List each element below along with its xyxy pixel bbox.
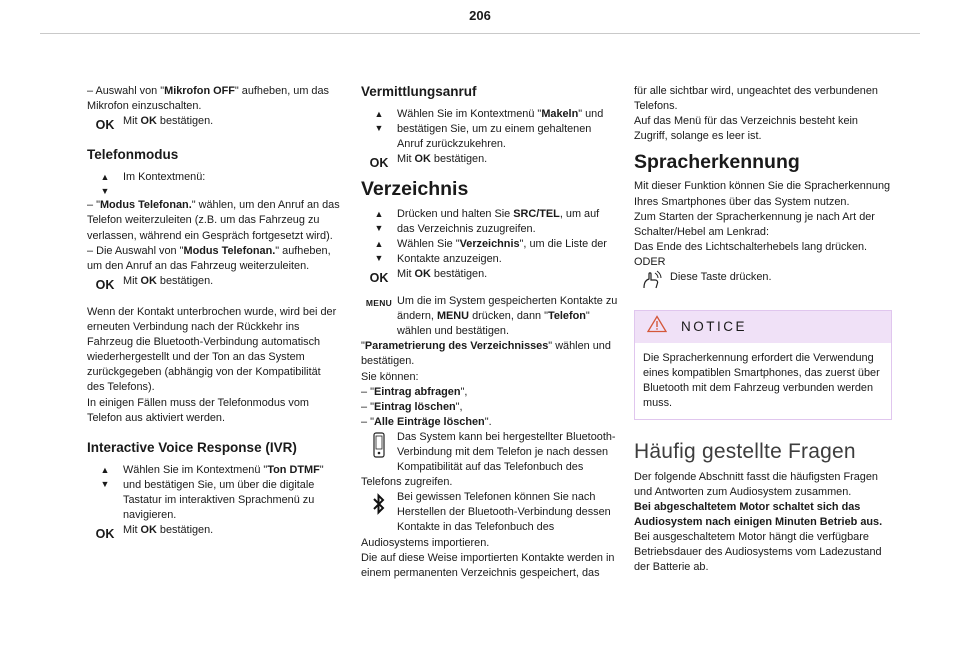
ivr-row: ▲ ▼ Wählen Sie im Kontextmenü "Ton DTMF" und bestätigen Sie, um über die digitale Tastatur im interaktiven Sprachmenü zu navigieren. xyxy=(87,463,341,523)
reconnect-paragraph: Wenn der Kontakt unterbrochen wurde, wird bei der erneuten Verbindung nach der Rückkehr ins Fahrzeug die Bluetooth-Verbindung automatisch wiederhergestellt und der Ton an das System zurückgegeben (abhängig von der Kompatibilität des Telefons). xyxy=(87,305,337,394)
page-number: 206 xyxy=(469,8,491,23)
column-3 xyxy=(634,84,892,575)
faq-paragraph-2: Bei ausgeschaltetem Motor hängt die verfügbare Betriebsdauer des Audiosystems vom Ladezustand der Batterie ab. xyxy=(634,530,882,574)
continuation-paragraph: für alle sichtbar wird, ungeachtet des verbundenen Telefons. xyxy=(634,85,878,113)
ok-icon: OK xyxy=(95,118,115,133)
ok-confirm-row: OK Mit OK bestätigen. xyxy=(95,524,214,542)
notice-text: Die Spracherkennung erfordert die Verwendung eines kompatiblen Smartphones, das zuerst über Bluetooth mit dem Fahrzeug verbunden werden muss. xyxy=(643,352,880,410)
oder-label: ODER xyxy=(634,255,666,268)
up-down-arrows-icon: ▲ ▼ xyxy=(100,464,110,489)
some-cases-paragraph: In einigen Fällen muss der Telefonmodus vom Telefon aus aktiviert werden. xyxy=(87,396,309,424)
verzeichnis-heading: Verzeichnis xyxy=(361,178,469,201)
notice-title: NOTICE xyxy=(681,319,748,335)
ok-icon: OK xyxy=(369,156,389,171)
up-down-arrows-icon: ▲ ▼ xyxy=(374,109,384,134)
header-divider xyxy=(40,33,920,34)
ok-icon: OK xyxy=(95,527,115,542)
notice-box xyxy=(634,310,892,420)
ok-icon: OK xyxy=(95,277,115,292)
vermittlung-row: ▲ ▼ Wählen Sie im Kontextmenü "Makeln" und bestätigen Sie, um zu einem gehaltenen Anruf zurückzukehren. xyxy=(361,107,619,152)
up-down-arrows-icon: ▲ ▼ xyxy=(100,172,110,197)
telefonmodus-item-1: – "Modus Telefonan." wählen, um den Anruf an das Telefon weiterzuleiten (z.B. um das Fahrzeug zu verlassen, während ein Gespräch fortgesetzt wird). xyxy=(87,199,340,242)
phone-note: Das System kann bei hergestellter Bluetooth-Verbindung mit dem Telefon je nach dessen Kompatibilität auf das Telefonbuch des Telefons zugreifen. xyxy=(361,430,616,489)
no-access-paragraph: Auf das Menü für das Verzeichnis besteht kein Zugriff, solange es leer ist. xyxy=(634,115,858,143)
sprach-paragraph-3: Das Ende des Lichtschalterhebels lang drücken. xyxy=(634,240,868,253)
ivr-heading: Interactive Voice Response (IVR) xyxy=(87,439,297,455)
press-key-row: Diese Taste drücken. xyxy=(634,270,892,290)
ok-confirm-row: OK Mit OK bestätigen. xyxy=(369,267,488,285)
ok-confirm-row: OK Mit OK bestätigen. xyxy=(369,153,488,171)
faq-paragraph-1: Der folgende Abschnitt fasst die häufigsten Fragen und Antworten zum Audiosystem zusammen. xyxy=(634,470,878,498)
press-src-row: ▲ ▼ Drücken und halten Sie SRC/TEL, um auf das Verzeichnis zuzugreifen. xyxy=(361,207,619,237)
notice-header xyxy=(635,311,891,343)
up-down-arrows-icon: ▲ ▼ xyxy=(374,208,384,233)
select-verzeichnis-row: ▲ ▼ Wählen Sie "Verzeichnis", um die Liste der Kontakte anzuzeigen. xyxy=(361,237,619,267)
option-eintrag-abfragen: – "Eintrag abfragen", xyxy=(361,385,468,398)
spracherkennung-heading: Spracherkennung xyxy=(634,151,800,174)
sprach-paragraph-2: Zum Starten der Spracherkennung je nach Art der Schalter/Hebel am Lenkrad: xyxy=(634,210,875,238)
ok-icon: OK xyxy=(369,270,389,285)
column-1 xyxy=(87,84,341,542)
sie-koennen: Sie können: xyxy=(361,370,419,383)
bluetooth-icon xyxy=(361,490,397,522)
voice-hand-icon xyxy=(634,270,670,290)
up-down-arrows-icon: ▲ ▼ xyxy=(374,238,384,263)
column-2 xyxy=(361,84,619,581)
sprach-paragraph-1: Mit dieser Funktion können Sie die Spracherkennung Ihres Smartphones über das System nutzen. xyxy=(634,180,891,208)
import-note: Die auf diese Weise importierten Kontakte werden in einem permanenten Verzeichnis gespeichert, das xyxy=(361,551,615,579)
menu-icon: MENU xyxy=(365,298,393,309)
faq-heading: Häufig gestellte Fragen xyxy=(634,440,856,464)
ok-confirm-row: OK Mit OK bestätigen. xyxy=(95,115,214,133)
mic-off-paragraph: – Auswahl von "Mikrofon OFF" aufheben, um das Mikrofon einzuschalten. xyxy=(87,85,329,113)
menu-row: MENU Um die im System gespeicherten Kontakte zu ändern, MENU drücken, dann "Telefon" wählen und bestätigen. xyxy=(365,295,618,338)
faq-bold-question: Bei abgeschaltetem Motor schaltet sich das Audiosystem nach einigen Minuten Betrieb aus. xyxy=(634,500,883,528)
telefonmodus-heading: Telefonmodus xyxy=(87,147,179,163)
bluetooth-note: Bei gewissen Telefonen können Sie nach Herstellen der Bluetooth-Verbindung dessen Kontakte in das Telefonbuch des Audiosystems importieren. xyxy=(361,491,611,549)
context-menu-row: ▲ ▼ Im Kontextmenü: xyxy=(87,170,341,198)
parametrierung-paragraph: "Parametrierung des Verzeichnisses" wählen und bestätigen. xyxy=(361,340,611,368)
warning-triangle-icon xyxy=(647,315,667,338)
telefonmodus-item-2: – Die Auswahl von "Modus Telefonan." aufheben, um den Anruf an das Fahrzeug weiterzuleiten. xyxy=(87,244,331,272)
vermittlungsanruf-heading: Vermittlungsanruf xyxy=(361,84,477,99)
ok-confirm-row: OK Mit OK bestätigen. xyxy=(95,274,214,292)
option-alle-loeschen: – "Alle Einträge löschen". xyxy=(361,415,492,428)
phone-icon xyxy=(361,430,397,462)
option-eintrag-loeschen: – "Eintrag löschen", xyxy=(361,400,463,413)
